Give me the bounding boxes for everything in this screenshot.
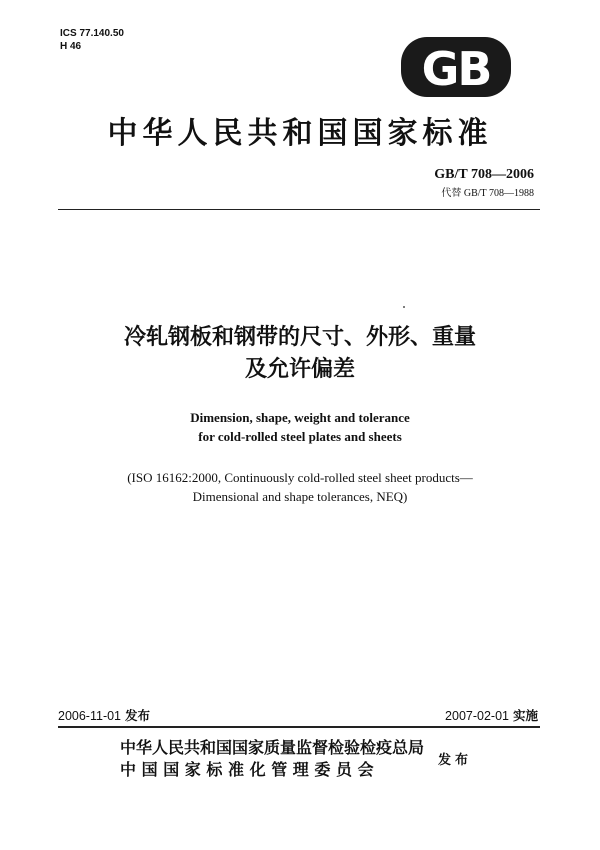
title-english-line2: for cold-rolled steel plates and sheets <box>198 429 402 444</box>
standard-heading: 中华人民共和国国家标准 <box>107 116 493 151</box>
replaces-note: 代替 GB/T 708—1988 <box>441 188 534 199</box>
release-label: 发布 <box>125 708 151 723</box>
iso-reference <box>0 468 600 506</box>
standard-number: GB/T 708—2006 <box>434 167 534 182</box>
iso-reference-line1: (ISO 16162:2000, Continuously cold-rolled steel sheet products— <box>127 470 473 485</box>
issuer-aqsiq: 中华人民共和国国家质量监督检验检疫总局 <box>120 738 425 757</box>
iso-reference-line2: Dimensional and shape tolerances, NEQ) <box>192 489 408 504</box>
release-date-block <box>58 706 150 724</box>
ics-number: ICS 77.140.50 <box>60 28 124 39</box>
stray-dot <box>403 306 405 308</box>
gb-logo-text: GB <box>421 42 491 96</box>
title-chinese <box>0 322 600 386</box>
publish-label: 发布 <box>438 753 473 768</box>
header-divider <box>58 209 540 210</box>
implement-label: 实施 <box>512 708 538 723</box>
title-english-line1: Dimension, shape, weight and tolerance <box>190 410 410 425</box>
title-english <box>0 408 600 446</box>
issuing-authorities <box>120 737 424 781</box>
ics-code <box>60 27 124 53</box>
implement-date-block <box>445 706 538 724</box>
release-date: 2006-11-01 <box>58 709 122 723</box>
issuer-sac: 中国国家标准化管理委员会 <box>120 760 380 779</box>
gb-logo <box>400 35 512 99</box>
implement-date: 2007-02-01 <box>445 709 509 723</box>
title-chinese-line2: 及允许偏差 <box>244 357 355 382</box>
title-chinese-line1: 冷轧钢板和钢带的尺寸、外形、重量 <box>123 325 476 350</box>
standard-number-block <box>434 167 534 199</box>
ccs-number: H 46 <box>60 41 82 52</box>
footer-divider <box>58 726 540 728</box>
